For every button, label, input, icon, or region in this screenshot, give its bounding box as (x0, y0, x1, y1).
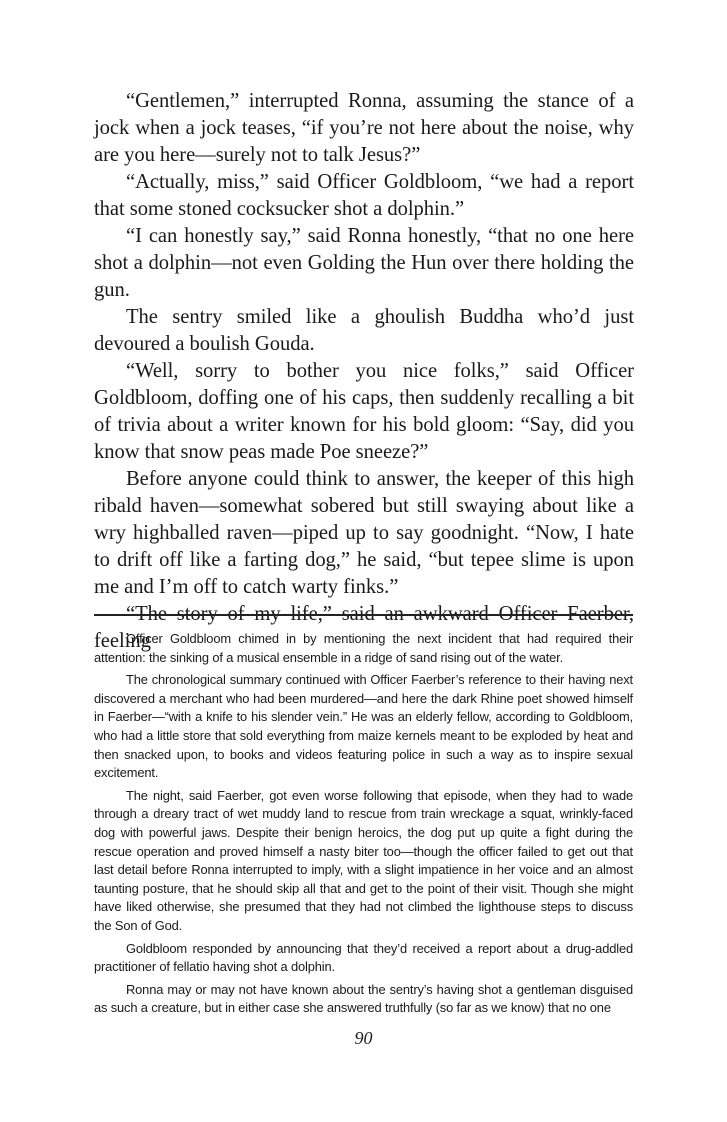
footnote-paragraph: The chronological summary continued with Officer Faerber’s reference to their having next discovered a merchant who had been murdered—and here the dark Rhine poet showed himself in Faerber—“with a knife to his slender vein.” He was an elderly fellow, according to Goldbloom, who had a little store that sold everything from maize kernels meant to be exploded by heat and then snacked upon, to books and videos featuring police in such a way as to inspire sexual excitement. (94, 672, 633, 781)
footnote-paragraph: Ronna may or may not have known about the sentry’s having shot a gentleman disguised as such a creature, but in either case she answered truthfully (so far as we know) that no one (94, 981, 633, 1016)
paragraph: “The story of my life,” said an awkward Officer Faerber, feeling (94, 603, 634, 652)
main-text (94, 88, 634, 655)
footnote-divider (94, 614, 633, 616)
paragraph: “Actually, miss,” said Officer Goldbloom, “we had a report that some stoned cocksucker shot a dolphin.” (94, 171, 634, 220)
paragraph: “Well, sorry to bother you nice folks,” said Officer Goldbloom, doffing one of his caps, then suddenly recalling a bit of trivia about a writer known for his bold gloom: “Say, did you know that snow peas made Poe sneeze?” (94, 360, 634, 463)
paragraph: “Gentlemen,” interrupted Ronna, assuming the stance of a jock when a jock teases, “if you’re not here about the noise, why are you here—surely not to talk Jesus?” (94, 90, 634, 166)
footnote-paragraph: Officer Goldbloom chimed in by mentioning the next incident that had required their attention: the sinking of a musical ensemble in a ridge of sand rising out of the water. (94, 631, 633, 665)
paragraph: “I can honestly say,” said Ronna honestly, “that no one here shot a dolphin—not even Golding the Hun over there holding the gun. (94, 225, 634, 301)
page-number: 90 (354, 1028, 373, 1048)
footnotes (94, 630, 633, 1022)
footnote-paragraph: The night, said Faerber, got even worse following that episode, when they had to wade through a dreary tract of wet muddy land to rescue from train wreckage a squat, wrinkly-faced dog with powerful jaws. Despite their benign heroics, the dog put up quite a fight during the rescue operation and proved himself a nasty biter too—though the officer failed to get out that last detail before Ronna interrupted to imply, with a slight impatience in her voice and an almost taunting posture, that he should skip all that and get to the point of their visit. Though she might have liked otherwise, she presumed that they had not climbed the lighthouse steps to discuss the Son of God. (94, 787, 633, 933)
paragraph: The sentry smiled like a ghoulish Buddha who’d just devoured a boulish Gouda. (94, 306, 634, 355)
paragraph: Before anyone could think to answer, the keeper of this high ribald haven—somewhat sobered but still swaying about like a wry highballed raven—piped up to say goodnight. “Now, I hate to drift off like a farting dog,” he said, “but tepee slime is upon me and I’m off to catch warty finks.” (94, 468, 634, 598)
footnote-paragraph: Goldbloom responded by announcing that they’d received a report about a drug-addled practitioner of fellatio having shot a dolphin. (94, 940, 633, 975)
